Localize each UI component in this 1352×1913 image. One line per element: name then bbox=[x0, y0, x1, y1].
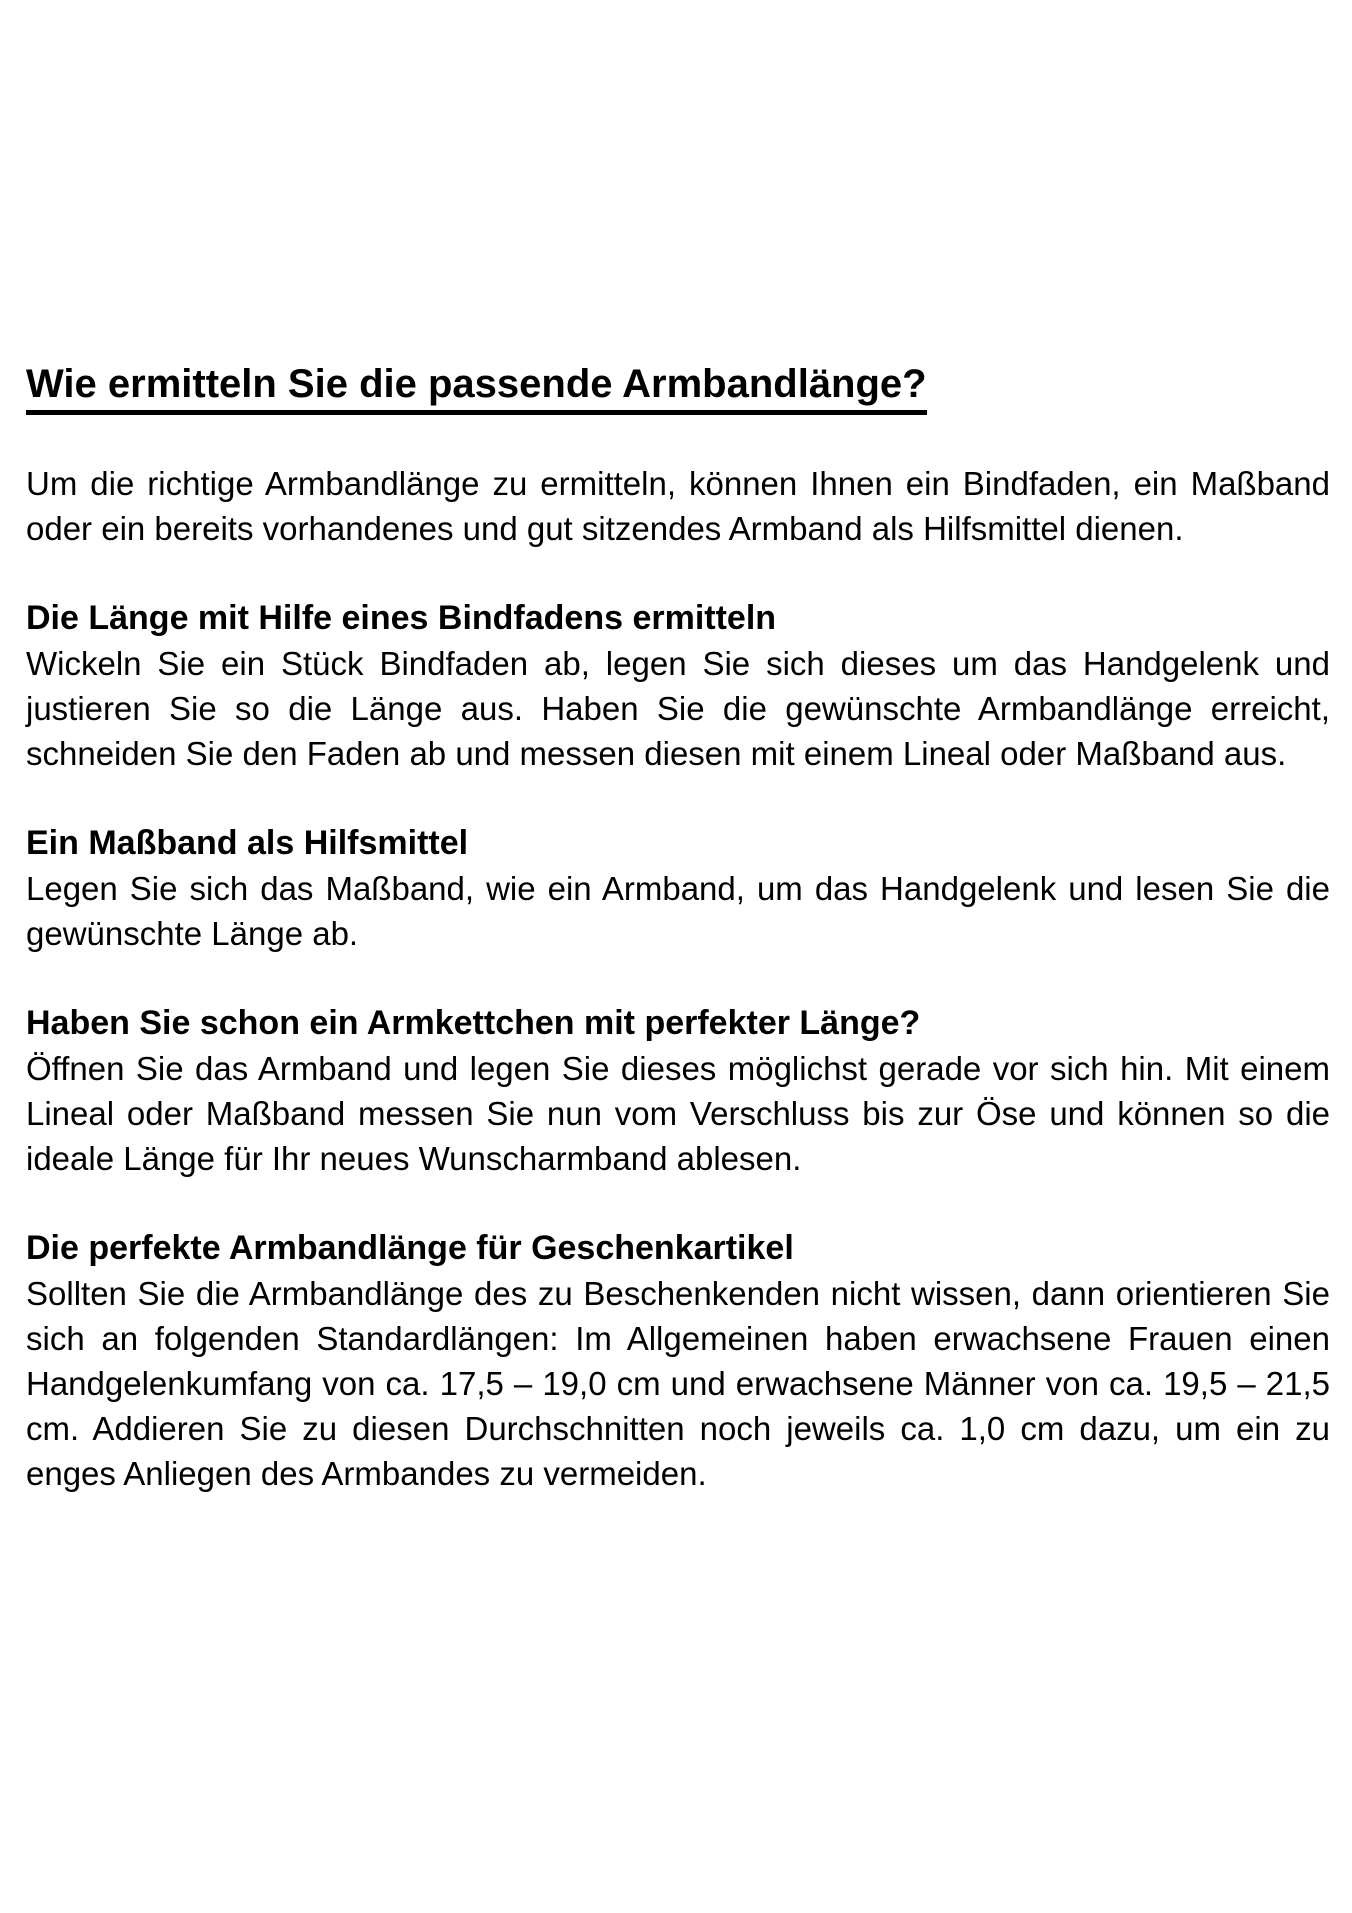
section-geschenkartikel bbox=[26, 1226, 1330, 1496]
section-body-massband: Legen Sie sich das Maßband, wie ein Armband, um das Handgelenk und lesen Sie die gewünschte Länge ab. bbox=[26, 870, 1330, 952]
section-body-armkettchen: Öffnen Sie das Armband und legen Sie dieses möglichst gerade vor sich hin. Mit einem Lineal oder Maßband messen Sie nun vom Verschluss bis zur Öse und können so die ideale Länge für Ihr neues Wunscharmband ablesen. bbox=[26, 1050, 1330, 1177]
section-heading-bindfaden: Die Länge mit Hilfe eines Bindfadens ermitteln bbox=[26, 599, 777, 637]
section-heading-armkettchen: Haben Sie schon ein Armkettchen mit perfekter Länge? bbox=[26, 1004, 921, 1042]
section-body-geschenkartikel: Sollten Sie die Armbandlänge des zu Beschenkenden nicht wissen, dann orientieren Sie sich an folgenden Standardlängen: Im Allgemeinen haben erwachsene Frauen einen Handgelenkumfang von ca. 17,5 – 19,0 cm und erwachsene Männer von ca. 19,5 – 21,5 cm. Addieren Sie zu diesen Durchschnitten noch jeweils ca. 1,0 cm dazu, um ein zu enges Anliegen des Armbandes zu vermeiden. bbox=[26, 1275, 1330, 1492]
section-body-bindfaden: Wickeln Sie ein Stück Bindfaden ab, legen Sie sich dieses um das Handgelenk und justieren Sie so die Länge aus. Haben Sie die gewünschte Armbandlänge erreicht, schneiden Sie den Faden ab und messen diesen mit einem Lineal oder Maßband aus. bbox=[26, 645, 1330, 772]
page-title bbox=[26, 362, 1330, 415]
section-armkettchen bbox=[26, 1001, 1330, 1181]
page-title-text: Wie ermitteln Sie die passende Armbandlänge? bbox=[26, 362, 927, 415]
document-content bbox=[26, 362, 1330, 1496]
section-heading-geschenkartikel: Die perfekte Armbandlänge für Geschenkartikel bbox=[26, 1229, 794, 1267]
section-heading-massband: Ein Maßband als Hilfsmittel bbox=[26, 824, 469, 862]
intro-paragraph: Um die richtige Armbandlänge zu ermitteln, können Ihnen ein Bindfaden, ein Maßband oder ein bereits vorhandenes und gut sitzendes Armband als Hilfsmittel dienen. bbox=[26, 465, 1330, 547]
section-massband bbox=[26, 821, 1330, 956]
section-bindfaden bbox=[26, 596, 1330, 776]
